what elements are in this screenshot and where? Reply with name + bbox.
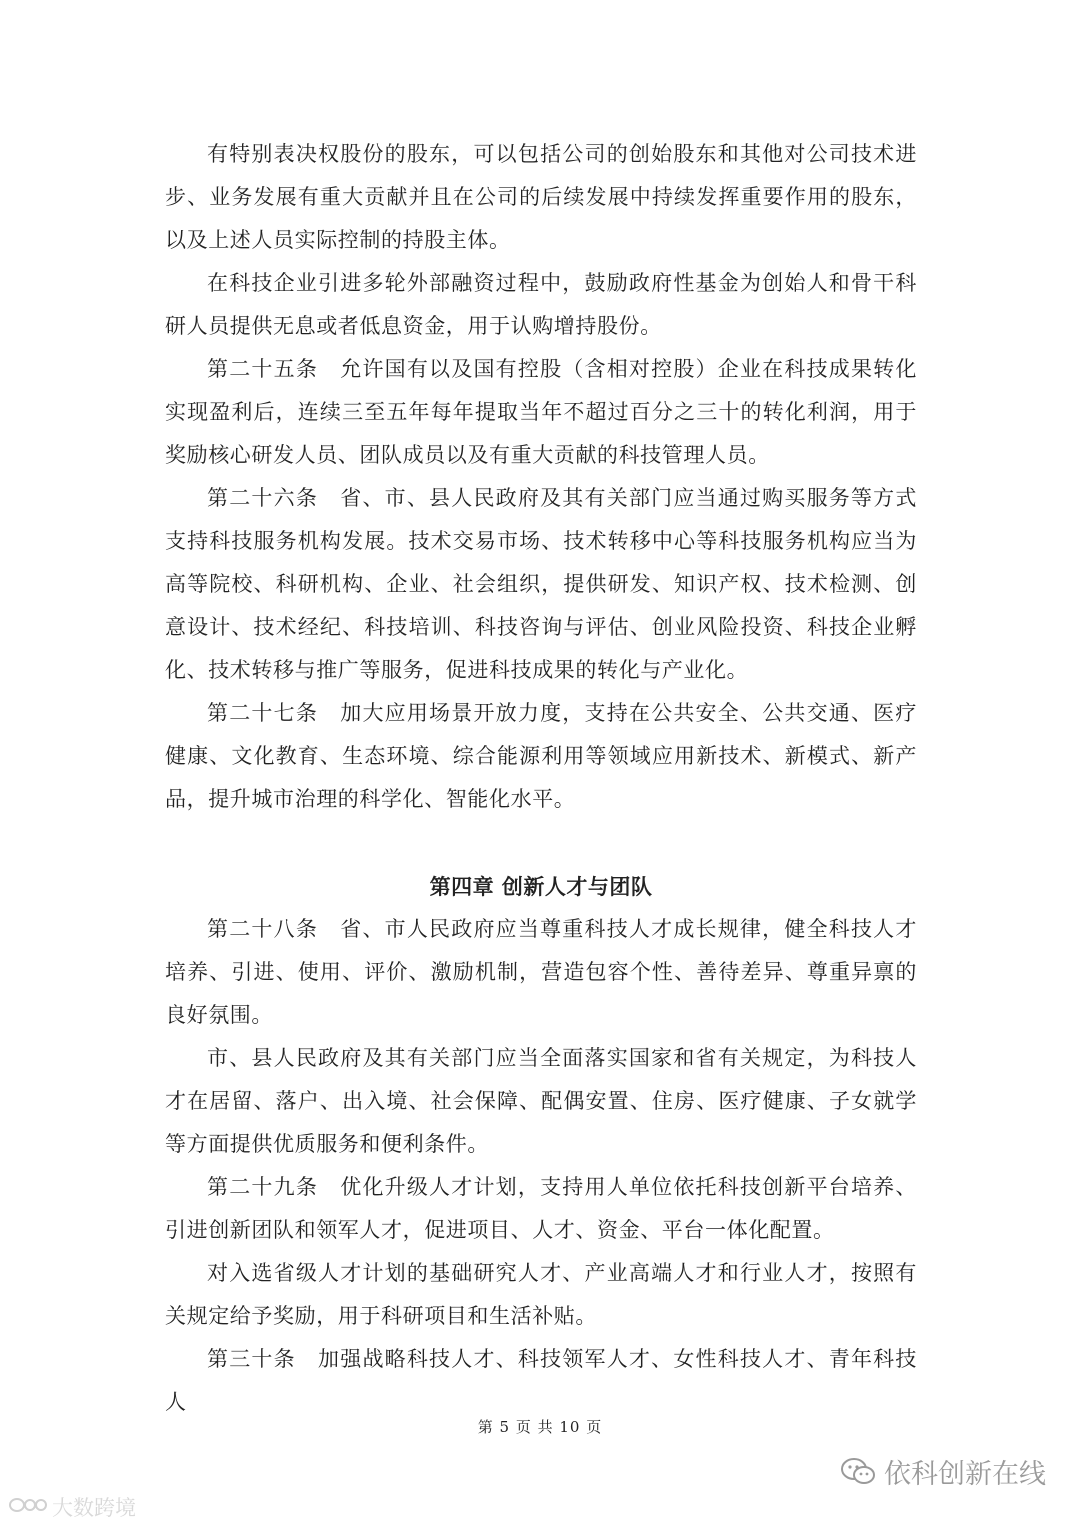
page-number-footer: 第 5 页 共 10 页	[477, 1418, 603, 1436]
watermark-left-text: 大数跨境	[52, 1496, 136, 1520]
watermark-right	[840, 1452, 1046, 1491]
wechat-icon	[840, 1457, 876, 1487]
paragraph: 第二十九条 优化升级人才计划，支持用人单位依托科技创新平台培养、引进创新团队和领军人才，促进项目、人才、资金、平台一体化配置。	[165, 1175, 917, 1242]
watermark-right-text: 依科创新在线	[884, 1459, 1046, 1490]
paragraph: 第二十六条 省、市、县人民政府及其有关部门应当通过购买服务等方式支持科技服务机构发展。技术交易市场、技术转移中心等科技服务机构应当为高等院校、科研机构、企业、社会组织，提供研发、知识产权、技术检测、创意设计、技术经纪、科技培训、科技咨询与评估、创业风险投资、科技企业孵化、技术转移与推广等服务，促进科技成果的转化与产业化。	[165, 486, 917, 682]
paragraph: 市、县人民政府及其有关部门应当全面落实国家和省有关规定，为科技人才在居留、落户、出入境、社会保障、配偶安置、住房、医疗健康、子女就学等方面提供优质服务和便利条件。	[165, 1046, 917, 1156]
document-body	[165, 133, 917, 1424]
paragraph: 有特别表决权股份的股东，可以包括公司的创始股东和其他对公司技术进步、业务发展有重大贡献并且在公司的后续发展中持续发挥重要作用的股东，以及上述人员实际控制的持股主体。	[165, 142, 917, 252]
paragraph: 第二十八条 省、市人民政府应当尊重科技人才成长规律，健全科技人才培养、引进、使用、评价、激励机制，营造包容个性、善待差异、尊重异禀的良好氛围。	[165, 917, 917, 1027]
chapter-title: 第四章 创新人才与团队	[429, 874, 653, 899]
paragraph: 第二十七条 加大应用场景开放力度，支持在公共安全、公共交通、医疗健康、文化教育、生态环境、综合能源利用等领域应用新技术、新模式、新产品，提升城市治理的科学化、智能化水平。	[165, 701, 917, 811]
watermark-left	[8, 1492, 136, 1522]
paragraph: 在科技企业引进多轮外部融资过程中，鼓励政府性基金为创始人和骨干科研人员提供无息或者低息资金，用于认购增持股份。	[165, 271, 917, 338]
paragraph: 对入选省级人才计划的基础研究人才、产业高端人才和行业人才，按照有关规定给予奖励，用于科研项目和生活补贴。	[165, 1261, 917, 1328]
paragraph: 第二十五条 允许国有以及国有控股（含相对控股）企业在科技成果转化实现盈利后，连续三至五年每年提取当年不超过百分之三十的转化利润，用于奖励核心研发人员、团队成员以及有重大贡献的科技管理人员。	[165, 357, 917, 467]
paragraph: 第三十条 加强战略科技人才、科技领军人才、女性科技人才、青年科技人	[165, 1347, 917, 1414]
watermark-logo-icon	[8, 1496, 48, 1518]
